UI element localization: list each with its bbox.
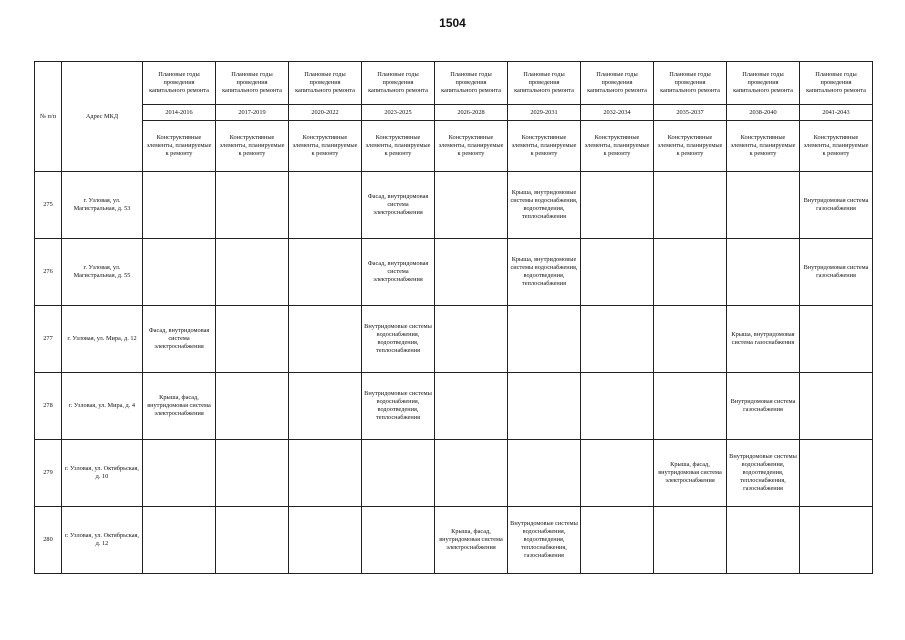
repair-elements-cell [435, 239, 508, 306]
header-struct-label: Конструктивные элементы, планируемые к ремонту [435, 121, 508, 172]
table-row [35, 373, 873, 440]
repair-elements-cell [581, 507, 654, 574]
row-address: г. Узловая, ул. Октябрьская, д. 12 [62, 507, 143, 574]
row-number: 276 [35, 239, 62, 306]
header-years: 2026-2028 [435, 105, 508, 121]
row-address: г. Узловая, ул. Мира, д. 4 [62, 373, 143, 440]
repair-elements-cell: Внутридомовая система газоснабжения [800, 172, 873, 239]
page-number: 1504 [439, 16, 466, 30]
header-struct-label: Конструктивные элементы, планируемые к ремонту [581, 121, 654, 172]
row-number: 278 [35, 373, 62, 440]
header-plan-label: Плановые годы проведения капитального ремонта [727, 62, 800, 105]
header-years: 2020-2022 [289, 105, 362, 121]
repair-elements-cell [435, 172, 508, 239]
table-body [35, 172, 873, 574]
row-address: г. Узловая, ул. Магистральная, д. 53 [62, 172, 143, 239]
repair-elements-cell [143, 239, 216, 306]
header-years: 2035-2037 [654, 105, 727, 121]
header-struct-label: Конструктивные элементы, планируемые к ремонту [508, 121, 581, 172]
header-plan-label: Плановые годы проведения капитального ремонта [216, 62, 289, 105]
repair-elements-cell [508, 306, 581, 373]
repair-elements-cell [143, 440, 216, 507]
repair-elements-cell [289, 306, 362, 373]
repair-elements-cell [800, 373, 873, 440]
repair-elements-cell: Крыша, внутридомовая система газоснабжения [727, 306, 800, 373]
table-row [35, 306, 873, 373]
repair-elements-cell [581, 306, 654, 373]
repair-elements-cell [581, 440, 654, 507]
table-header [35, 62, 873, 172]
row-number: 279 [35, 440, 62, 507]
row-number: 277 [35, 306, 62, 373]
repair-elements-cell [289, 373, 362, 440]
header-plan-label: Плановые годы проведения капитального ремонта [654, 62, 727, 105]
repair-elements-cell: Внутридомовая система газоснабжения [800, 239, 873, 306]
repair-elements-cell: Фасад, внутридомовая система электроснабжения [362, 239, 435, 306]
repair-elements-cell: Внутридомовые системы водоснабжения, водоотведения, теплоснабжения, газоснабжения [508, 507, 581, 574]
repair-elements-cell [508, 440, 581, 507]
repair-elements-cell [581, 239, 654, 306]
repair-elements-cell [143, 507, 216, 574]
repair-elements-cell [654, 373, 727, 440]
header-struct-label: Конструктивные элементы, планируемые к ремонту [216, 121, 289, 172]
repair-elements-cell [362, 507, 435, 574]
row-address: г. Узловая, ул. Магистральная, д. 55 [62, 239, 143, 306]
table-row [35, 172, 873, 239]
repair-elements-cell [654, 239, 727, 306]
header-years: 2014-2016 [143, 105, 216, 121]
header-struct-label: Конструктивные элементы, планируемые к ремонту [362, 121, 435, 172]
repair-elements-cell [727, 239, 800, 306]
header-years: 2023-2025 [362, 105, 435, 121]
header-years: 2032-2034 [581, 105, 654, 121]
repair-elements-cell: Фасад, внутридомовая система электроснабжения [362, 172, 435, 239]
header-plan-label: Плановые годы проведения капитального ремонта [581, 62, 654, 105]
header-years: 2038-2040 [727, 105, 800, 121]
repair-elements-cell [727, 507, 800, 574]
repair-elements-cell [216, 172, 289, 239]
repair-elements-cell [289, 507, 362, 574]
repair-elements-cell [435, 306, 508, 373]
repair-elements-cell [289, 172, 362, 239]
repair-elements-cell: Внутридомовые системы водоснабжения, водоотведения, теплоснабжения [362, 373, 435, 440]
repair-elements-cell [435, 440, 508, 507]
header-address: Адрес МКД [62, 62, 143, 172]
repair-elements-cell [800, 507, 873, 574]
repair-elements-cell: Крыша, фасад, внутридомовая система электроснабжения [143, 373, 216, 440]
repair-elements-cell: Внутридомовые системы водоснабжения, водоотведения, теплоснабжения [362, 306, 435, 373]
header-struct-label: Конструктивные элементы, планируемые к ремонту [289, 121, 362, 172]
repair-elements-cell: Внутридомовые системы водоснабжения, водоотведения, теплоснабжения, газоснабжения [727, 440, 800, 507]
repair-elements-cell [143, 172, 216, 239]
header-plan-label: Плановые годы проведения капитального ремонта [143, 62, 216, 105]
table-row [35, 507, 873, 574]
repair-elements-cell [216, 440, 289, 507]
header-struct-label: Конструктивные элементы, планируемые к ремонту [654, 121, 727, 172]
header-plan-label: Плановые годы проведения капитального ремонта [800, 62, 873, 105]
repair-elements-cell: Крыша, фасад, внутридомовая система электроснабжения [435, 507, 508, 574]
repair-elements-cell: Крыша, фасад, внутридомовая система электроснабжения [654, 440, 727, 507]
header-struct-label: Конструктивные элементы, планируемые к ремонту [143, 121, 216, 172]
header-number: № п/п [35, 62, 62, 172]
repair-elements-cell [727, 172, 800, 239]
repair-elements-cell [581, 172, 654, 239]
header-struct-label: Конструктивные элементы, планируемые к ремонту [800, 121, 873, 172]
repair-elements-cell [654, 507, 727, 574]
header-years: 2017-2019 [216, 105, 289, 121]
header-plan-label: Плановые годы проведения капитального ремонта [435, 62, 508, 105]
repair-elements-cell [581, 373, 654, 440]
header-years: 2041-2043 [800, 105, 873, 121]
repair-elements-cell [216, 239, 289, 306]
header-plan-label: Плановые годы проведения капитального ремонта [289, 62, 362, 105]
repair-elements-cell [216, 373, 289, 440]
repair-elements-cell: Внутридомовая система газоснабжения [727, 373, 800, 440]
repair-elements-cell: Фасад, внутридомовая система электроснабжения [143, 306, 216, 373]
repair-elements-cell [362, 440, 435, 507]
table-row [35, 239, 873, 306]
repair-elements-cell [289, 440, 362, 507]
row-address: г. Узловая, ул. Октябрьская, д. 10 [62, 440, 143, 507]
repair-elements-cell [654, 306, 727, 373]
header-plan-label: Плановые годы проведения капитального ремонта [362, 62, 435, 105]
repair-elements-cell: Крыша, внутридомовые системы водоснабжения, водоотведения, теплоснабжения [508, 172, 581, 239]
row-number: 275 [35, 172, 62, 239]
repair-elements-cell [800, 306, 873, 373]
header-plan-label: Плановые годы проведения капитального ремонта [508, 62, 581, 105]
repair-elements-cell [435, 373, 508, 440]
repair-elements-cell [800, 440, 873, 507]
repair-elements-cell [654, 172, 727, 239]
repair-elements-cell [216, 306, 289, 373]
repair-elements-cell [216, 507, 289, 574]
header-years: 2029-2031 [508, 105, 581, 121]
repair-schedule-table [34, 61, 873, 574]
table-row [35, 440, 873, 507]
header-struct-label: Конструктивные элементы, планируемые к ремонту [727, 121, 800, 172]
row-number: 280 [35, 507, 62, 574]
repair-elements-cell [508, 373, 581, 440]
repair-elements-cell: Крыша, внутридомовые системы водоснабжения, водоотведения, теплоснабжения [508, 239, 581, 306]
repair-elements-cell [289, 239, 362, 306]
row-address: г. Узловая, ул. Мира, д. 12 [62, 306, 143, 373]
